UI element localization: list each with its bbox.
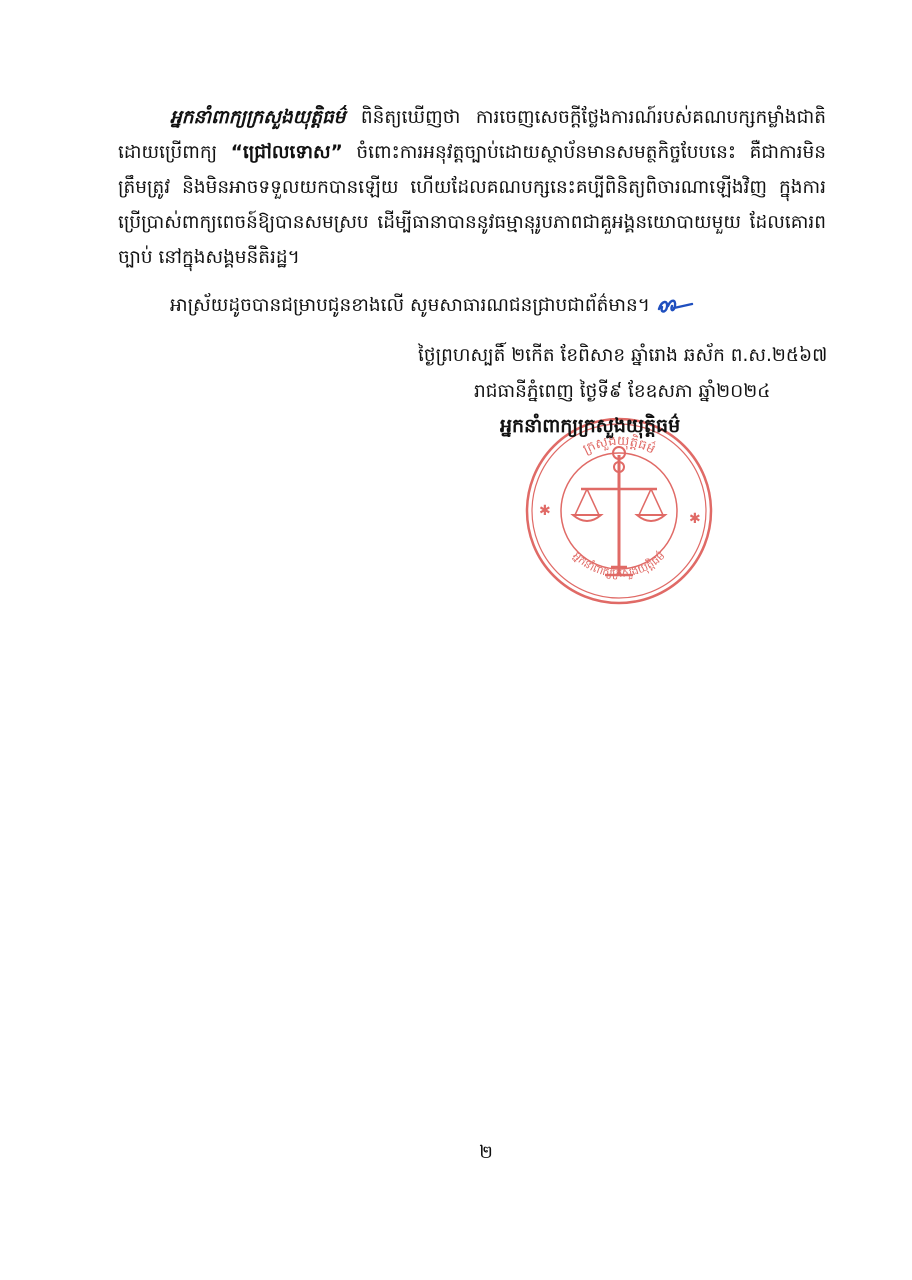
body-paragraph-1 xyxy=(118,100,826,275)
seal-bottom-text: អ្នកនាំពាក្យក្រសួងយុត្តិធម៌ xyxy=(570,549,668,580)
paragraph-text: ពិនិត្យឃើញថា ការចេញសេចក្ដីថ្លែងការណ៍របស់គណបក្សកម្លាំងជាតិ ដោយប្រើពាក្យ xyxy=(118,107,826,163)
official-seal-icon xyxy=(523,415,715,607)
closing-sentence: អាស្រ័យដូចបានជម្រាបជូនខាងលើ សូមសាធារណជនជ្រាបជាព័ត៌មាន។ xyxy=(170,295,650,316)
place-and-date-line: រាជធានីភ្នំពេញ ថ្ងៃទី៩ ខែឧសភា ឆ្នាំ២០២៤ xyxy=(474,381,771,402)
svg-text:✱: ✱ xyxy=(539,503,551,519)
paragraph-lead: អ្នកនាំពាក្យក្រសួងយុត្តិធម៌ xyxy=(170,107,346,128)
paragraph-text-continued: ចំពោះការអនុវត្តច្បាប់ដោយស្ថាប័នមានសមត្ថកិច្ចបែបនេះ គឺជាការមិនត្រឹមត្រូវ និងមិនអាចទទួលយកបានឡើយ ហើយដែលគណបក្សនេះគប្បីពិនិត្យពិចារណាឡើងវិញ ក្នុងការប្រើប្រាស់ពាក្យពេចន៍ឱ្យបានសមស្រប ដើម្បីធានាបាននូវធម្មានុរូបភាពជាគួអង្គនយោបាយមួយ ដែលគោរពច្បាប់ នៅក្នុងសង្គមនីតិរដ្ឋ។ xyxy=(118,142,826,268)
seal-top-text: ក្រសួងយុត្តិធម៌ xyxy=(580,433,658,458)
lunar-date-line: ថ្ងៃព្រហស្បតិ៍ ២កើត ខែពិសាខ ឆ្នាំរោង ឆស័ក ព.ស.២៥៦៧ xyxy=(418,345,828,366)
signatory-title: អ្នកនាំពាក្យក្រសួងយុត្តិធម៌ xyxy=(500,415,681,437)
body-paragraph-2 xyxy=(118,288,826,323)
quoted-term: “ជ្រៅលទោស” xyxy=(230,142,343,163)
initials-signature-icon xyxy=(656,295,694,317)
page-number: ២ xyxy=(479,1142,493,1163)
svg-text:✱: ✱ xyxy=(689,511,701,527)
